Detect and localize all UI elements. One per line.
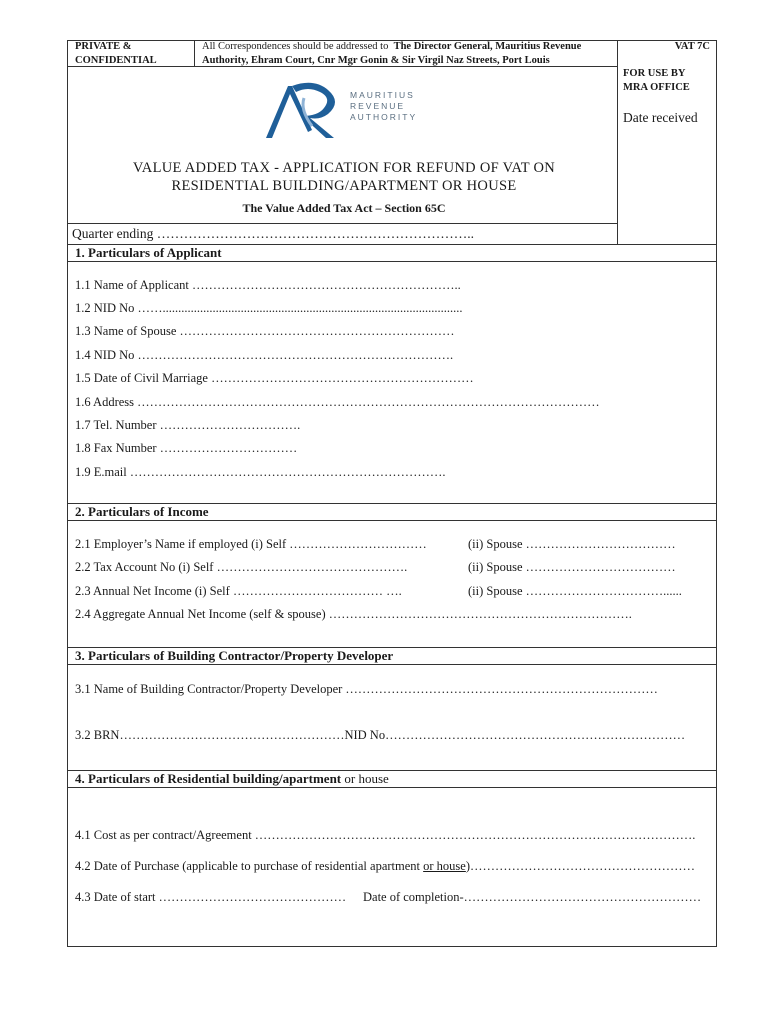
form-code: VAT 7C (674, 41, 710, 52)
mra-logo (262, 80, 432, 144)
net-income-spouse-field[interactable]: (ii) Spouse ……………………………...... (468, 584, 682, 598)
completion-date-field[interactable]: Date of completion-………………………………………………… (363, 890, 702, 904)
section1-heading-bottom (67, 261, 717, 262)
form-title-line2: RESIDENTIAL BUILDING/APARTMENT OR HOUSE (171, 178, 517, 194)
logo-text: MAURITIUS REVENUE AUTHORITY (350, 90, 418, 122)
private-confidential: PRIVATE & CONFIDENTIAL (75, 41, 157, 66)
tax-account-spouse-field[interactable]: (ii) Spouse ……………………………… (468, 560, 676, 574)
tax-account-self-field[interactable]: 2.2 Tax Account No (i) Self ………………………………………. (75, 560, 408, 574)
header-divider-1 (194, 40, 195, 66)
employer-self-field[interactable]: 2.1 Employer’s Name if employed (i) Self …………………………… (75, 537, 427, 551)
contractor-name-field[interactable]: 3.1 Name of Building Contractor/Property Developer ………………………………………………………………… (75, 682, 658, 696)
spouse-name-field[interactable]: 1.3 Name of Spouse ………………………………………………………… (75, 324, 455, 338)
net-income-self-field[interactable]: 2.3 Annual Net Income (i) Self ……………………………… …. (75, 584, 402, 598)
purchase-date-field[interactable] (75, 858, 695, 874)
applicant-nid-field[interactable]: 1.2 NID No ……................................................................................................ (75, 301, 463, 315)
quarter-ending-field[interactable]: Quarter ending …………………………………………………………….. (72, 226, 474, 241)
section4-heading-normal: or house (341, 771, 389, 786)
date-received-label: Date received (623, 110, 698, 125)
email-field[interactable]: 1.9 E.mail …………………………………………………………………. (75, 465, 446, 479)
quarter-row-top (67, 223, 617, 224)
purchase-date-dots: )……………………………………………… (465, 859, 696, 873)
form-title-line1: VALUE ADDED TAX - APPLICATION FOR REFUND OF VAT ON (132, 160, 556, 176)
civil-marriage-date-field[interactable]: 1.5 Date of Civil Marriage ……………………………………………………… (75, 371, 474, 385)
act-reference: The Value Added Tax Act – Section 65C (242, 201, 446, 215)
purchase-date-label: 4.2 Date of Purchase (applicable to purchase of residential apartment (75, 859, 424, 873)
nid-dots: ……………………………………………………………… (385, 728, 686, 742)
section4-heading-bold: 4. Particulars of Residential building/apartment (75, 771, 342, 786)
fax-number-field[interactable]: 1.8 Fax Number …………………………… (75, 441, 298, 455)
section1-heading: 1. Particulars of Applicant (75, 245, 222, 260)
aggregate-income-field[interactable]: 2.4 Aggregate Annual Net Income (self & spouse) ………………………………………………………………. (75, 607, 632, 621)
contractor-brn-field[interactable] (75, 727, 685, 743)
section2-heading-bottom (67, 520, 717, 521)
purchase-date-underlined: or house (423, 859, 466, 873)
section4-heading (75, 771, 389, 787)
section4-heading-bottom (67, 787, 717, 788)
address-field[interactable]: 1.6 Address ………………………………………………………………………………………………… (75, 395, 600, 409)
spouse-nid-field[interactable]: 1.4 NID No …………………………………………………………………. (75, 348, 454, 362)
brn-label: 3.2 BRN………………………………………………NID No (75, 728, 386, 742)
office-use-label: FOR USE BY MRA OFFICE (623, 68, 690, 93)
section2-heading: 2. Particulars of Income (75, 504, 209, 519)
tel-number-field[interactable]: 1.7 Tel. Number ……………………………. (75, 418, 301, 432)
employer-spouse-field[interactable]: (ii) Spouse ……………………………… (468, 537, 676, 551)
mra-logo-mark (262, 80, 352, 142)
cost-field[interactable]: 4.1 Cost as per contract/Agreement ……………………………………………………………………………………………. (75, 828, 696, 842)
start-date-field[interactable]: 4.3 Date of start ……………………………………… (75, 890, 347, 904)
section3-heading-bottom (67, 664, 717, 665)
correspondence-address: All Correspondences should be addressed to The Director General, Mauritius Revenue Authority, Ehram Court, Cnr Mgr Gonin & Sir Virgil Naz Streets, Port Louis (202, 41, 582, 66)
section3-heading: 3. Particulars of Building Contractor/Property Developer (75, 648, 394, 663)
applicant-name-field[interactable]: 1.1 Name of Applicant ……………………………………………………….. (75, 278, 461, 292)
